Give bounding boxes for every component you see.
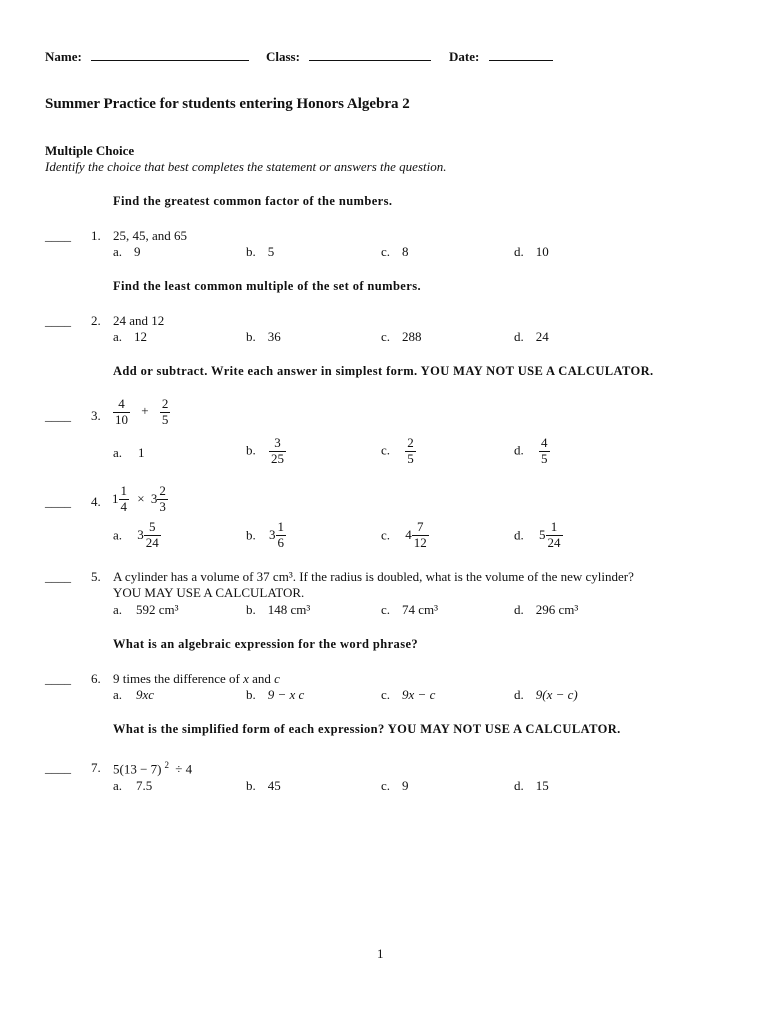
choice-label: a. <box>113 244 123 259</box>
choice-a[interactable] <box>113 329 147 345</box>
choice-value: 74 cm³ <box>402 602 439 617</box>
date-blank[interactable] <box>489 59 553 61</box>
choice-label: d. <box>514 244 524 259</box>
choice-value: 10 <box>535 244 549 259</box>
answer-blank[interactable]: ____ <box>45 569 71 584</box>
question-expression <box>111 397 172 428</box>
choice-label: d. <box>514 527 524 543</box>
choice-value: 8 <box>402 244 409 259</box>
mixed-number: 3 $\frac{5}{24}$ <box>137 519 159 550</box>
choice-value: 1 <box>138 445 145 460</box>
question-number: 5. <box>91 569 101 584</box>
answer-blank[interactable]: ____ <box>45 494 71 509</box>
section-heading: Multiple Choice <box>45 143 135 158</box>
mixed-number: 3 $\frac{1}{6}$ <box>269 519 284 550</box>
choice-label: b. <box>246 329 256 344</box>
choice-label: c. <box>381 442 391 458</box>
choice-value: 296 cm³ <box>535 602 579 617</box>
choice-a[interactable] <box>113 687 154 703</box>
class-field <box>266 49 431 65</box>
choice-d[interactable] <box>514 602 578 618</box>
choice-value: 45 <box>267 778 281 793</box>
date-field <box>449 49 553 65</box>
choice-a[interactable] <box>113 520 163 551</box>
choice-value: 36 <box>267 329 281 344</box>
choice-value: 9 − x c <box>267 687 305 702</box>
choice-c[interactable] <box>381 436 418 467</box>
choice-label: b. <box>246 778 256 793</box>
class-blank[interactable] <box>309 59 431 61</box>
mixed-number: 5 $\frac{1}{24}$ <box>539 519 561 550</box>
choice-label: c. <box>381 602 391 617</box>
choice-b[interactable] <box>246 329 281 345</box>
choice-value: 5 <box>267 244 275 259</box>
choice-label: b. <box>246 244 256 259</box>
choice-value: 9x − c <box>402 687 436 702</box>
choice-label: c. <box>381 778 391 793</box>
operator: × <box>137 491 145 507</box>
name-field <box>45 49 249 65</box>
instruction-addsub: Add or subtract. Write each answer in simplest form. YOU MAY NOT USE A CALCULATOR. <box>113 364 654 378</box>
choice-b[interactable] <box>246 436 288 467</box>
choice-value: 148 cm³ <box>267 602 311 617</box>
question-number: 4. <box>91 494 101 509</box>
fraction: $\frac{2}{5}$ <box>407 435 414 466</box>
choice-d[interactable] <box>514 778 549 794</box>
fraction: $\frac{2}{5}$ <box>161 396 169 427</box>
choice-a[interactable] <box>113 445 145 461</box>
choice-value: 9(x − c) <box>535 687 578 702</box>
choice-label: d. <box>514 687 524 702</box>
choice-label: d. <box>514 329 524 344</box>
instruction-algebraic: What is an algebraic expression for the word phrase? <box>113 637 419 651</box>
choice-b[interactable] <box>246 687 304 703</box>
choice-d[interactable] <box>514 329 549 345</box>
question-text: 24 and 12 <box>113 313 165 328</box>
fraction: $\frac{4}{10}$ <box>115 396 128 427</box>
choice-value: 12 <box>134 329 148 344</box>
choice-c[interactable] <box>381 778 409 794</box>
name-label: Name: <box>45 49 82 64</box>
question-expression: 5(13 − 7) $^2$ ÷ 4 <box>113 760 193 777</box>
choice-d[interactable] <box>514 687 578 703</box>
choice-d[interactable] <box>514 520 565 551</box>
choice-c[interactable] <box>381 520 431 551</box>
question-number: 6. <box>91 671 101 686</box>
choice-b[interactable] <box>246 520 288 551</box>
fraction: $\frac{3}{25}$ <box>271 435 284 466</box>
page-number: 1 <box>377 946 384 961</box>
choice-d[interactable] <box>514 436 552 467</box>
choice-label: b. <box>246 527 256 543</box>
choice-value: 15 <box>535 778 549 793</box>
question-expression: 1 $\frac{1}{4}$ × 3 $\frac{2}{3}$ <box>112 483 166 514</box>
choice-label: c. <box>381 687 391 702</box>
question-number: 1. <box>91 228 101 243</box>
choice-label: b. <box>246 687 256 702</box>
choice-c[interactable] <box>381 329 422 345</box>
choice-label: a. <box>113 527 123 543</box>
choice-value: 9 <box>134 244 141 259</box>
choice-label: c. <box>381 244 391 259</box>
question-text: 9 times the difference of x and c <box>113 671 280 686</box>
choice-label: b. <box>246 442 256 458</box>
instruction-simplify: What is the simplified form of each expression? YOU MAY NOT USE A CALCULATOR. <box>113 722 621 736</box>
choice-label: d. <box>514 778 524 793</box>
question-text: A cylinder has a volume of 37 cm³. If the radius is doubled, what is the volume of the new cylinder? <box>113 569 634 584</box>
choice-label: d. <box>514 442 524 458</box>
choice-b[interactable] <box>246 244 274 260</box>
question-text: 25, 45, and 65 <box>113 228 188 243</box>
date-label: Date: <box>449 49 480 64</box>
question-note: YOU MAY USE A CALCULATOR. <box>113 585 305 600</box>
choice-value: 9xc <box>136 687 155 702</box>
answer-blank[interactable]: ____ <box>45 228 71 243</box>
answer-blank[interactable]: ____ <box>45 313 71 328</box>
choice-label: b. <box>246 602 256 617</box>
question-number: 2. <box>91 313 101 328</box>
choice-label: a. <box>113 602 123 617</box>
choice-label: a. <box>113 329 123 344</box>
question-number: 7. <box>91 760 101 775</box>
answer-blank[interactable]: ____ <box>45 671 71 686</box>
choice-c[interactable] <box>381 244 409 260</box>
choice-d[interactable] <box>514 244 549 260</box>
operator: + <box>141 403 149 419</box>
class-label: Class: <box>266 49 300 64</box>
choice-label: a. <box>113 778 123 793</box>
choice-c[interactable] <box>381 602 438 618</box>
choice-value: 592 cm³ <box>136 602 179 617</box>
choice-label: a. <box>113 687 123 702</box>
choice-a[interactable] <box>113 778 152 794</box>
fraction: $\frac{4}{5}$ <box>541 435 548 466</box>
choice-label: a. <box>113 445 123 460</box>
choice-a[interactable] <box>113 602 179 618</box>
choice-a[interactable] <box>113 244 141 260</box>
choice-value: 9 <box>402 778 409 793</box>
choice-value: 7.5 <box>136 778 153 793</box>
answer-blank[interactable]: ____ <box>45 760 71 775</box>
instruction-gcf: Find the greatest common factor of the numbers. <box>113 194 393 208</box>
choice-b[interactable] <box>246 602 310 618</box>
question-number: 3. <box>91 408 101 423</box>
choice-label: c. <box>381 329 391 344</box>
choice-c[interactable] <box>381 687 435 703</box>
choice-label: c. <box>381 527 391 543</box>
mixed-number: 4 $\frac{7}{12}$ <box>405 519 427 550</box>
page-title: Summer Practice for students entering Honors Algebra 2 <box>45 96 410 112</box>
choice-b[interactable] <box>246 778 281 794</box>
name-blank[interactable] <box>91 59 249 61</box>
section-instruction: Identify the choice that best completes the statement or answers the question. <box>45 159 447 174</box>
instruction-lcm: Find the least common multiple of the set of numbers. <box>113 279 421 293</box>
choice-value: 288 <box>402 329 422 344</box>
answer-blank[interactable]: ____ <box>45 408 71 423</box>
choice-label: d. <box>514 602 524 617</box>
choice-value: 24 <box>535 329 549 344</box>
